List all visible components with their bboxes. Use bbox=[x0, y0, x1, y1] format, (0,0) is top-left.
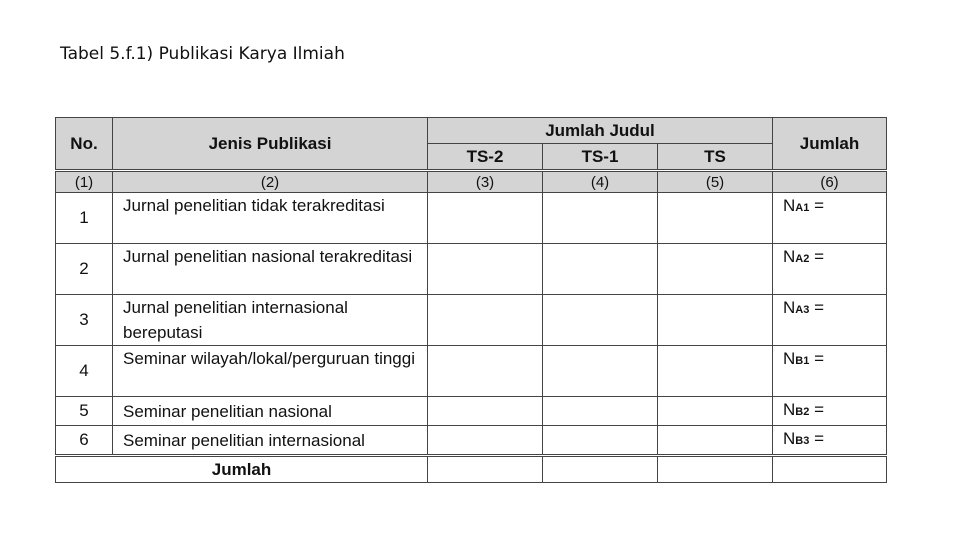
column-number: (6) bbox=[773, 171, 887, 193]
cell-ts-1 bbox=[543, 426, 658, 456]
header-jumlah: Jumlah bbox=[773, 118, 887, 171]
row-total bbox=[773, 397, 887, 426]
row-total bbox=[773, 244, 887, 295]
total-equals: = bbox=[809, 429, 824, 448]
header-ts: TS bbox=[658, 144, 773, 171]
row-total bbox=[773, 193, 887, 244]
sum-total bbox=[773, 456, 887, 483]
sum-ts bbox=[658, 456, 773, 483]
row-jenis-publikasi: Seminar penelitian nasional bbox=[113, 397, 428, 426]
header-jenis-publikasi: Jenis Publikasi bbox=[113, 118, 428, 171]
column-number: (4) bbox=[543, 171, 658, 193]
table-row bbox=[56, 426, 887, 456]
publication-table bbox=[55, 117, 887, 483]
total-subscript: B3 bbox=[795, 435, 810, 447]
row-jenis-publikasi: Seminar penelitian internasional bbox=[113, 426, 428, 456]
total-symbol: N bbox=[783, 429, 796, 448]
header-ts-2: TS-2 bbox=[428, 144, 543, 171]
cell-ts-2 bbox=[428, 244, 543, 295]
cell-ts-2 bbox=[428, 397, 543, 426]
sum-ts-1 bbox=[543, 456, 658, 483]
cell-ts-1 bbox=[543, 397, 658, 426]
table-row bbox=[56, 295, 887, 346]
total-subscript: A1 bbox=[795, 202, 810, 214]
table-row bbox=[56, 397, 887, 426]
header-jumlah-judul: Jumlah Judul bbox=[428, 118, 773, 144]
row-total bbox=[773, 426, 887, 456]
header-no: No. bbox=[56, 118, 113, 171]
sum-ts-2 bbox=[428, 456, 543, 483]
cell-ts-1 bbox=[543, 244, 658, 295]
cell-ts bbox=[658, 295, 773, 346]
total-equals: = bbox=[809, 196, 824, 215]
cell-ts-1 bbox=[543, 346, 658, 397]
row-number: 4 bbox=[56, 346, 113, 397]
cell-ts-2 bbox=[428, 193, 543, 244]
total-subscript: A2 bbox=[795, 253, 810, 265]
row-number: 2 bbox=[56, 244, 113, 295]
total-equals: = bbox=[809, 349, 824, 368]
row-total bbox=[773, 346, 887, 397]
row-number: 1 bbox=[56, 193, 113, 244]
cell-ts-1 bbox=[543, 193, 658, 244]
row-number: 6 bbox=[56, 426, 113, 456]
total-symbol: N bbox=[783, 298, 796, 317]
table-row bbox=[56, 244, 887, 295]
total-symbol: N bbox=[783, 400, 796, 419]
total-equals: = bbox=[809, 247, 824, 266]
row-number: 5 bbox=[56, 397, 113, 426]
column-number-row bbox=[56, 171, 887, 193]
cell-ts bbox=[658, 193, 773, 244]
cell-ts bbox=[658, 244, 773, 295]
cell-ts bbox=[658, 346, 773, 397]
row-total bbox=[773, 295, 887, 346]
total-equals: = bbox=[809, 400, 824, 419]
total-symbol: N bbox=[783, 247, 796, 266]
total-subscript: B1 bbox=[795, 355, 810, 367]
column-number: (3) bbox=[428, 171, 543, 193]
cell-ts-1 bbox=[543, 295, 658, 346]
table-caption: Tabel 5.f.1) Publikasi Karya Ilmiah bbox=[60, 44, 345, 64]
row-jenis-publikasi: Jurnal penelitian tidak terakreditasi bbox=[113, 193, 428, 244]
cell-ts bbox=[658, 397, 773, 426]
column-number: (5) bbox=[658, 171, 773, 193]
cell-ts bbox=[658, 426, 773, 456]
cell-ts-2 bbox=[428, 295, 543, 346]
row-number: 3 bbox=[56, 295, 113, 346]
sum-row bbox=[56, 456, 887, 483]
header-ts-1: TS-1 bbox=[543, 144, 658, 171]
row-jenis-publikasi: Jurnal penelitian nasional terakreditasi bbox=[113, 244, 428, 295]
sum-label: Jumlah bbox=[56, 456, 428, 483]
table-row bbox=[56, 193, 887, 244]
total-symbol: N bbox=[783, 349, 796, 368]
cell-ts-2 bbox=[428, 426, 543, 456]
column-number: (1) bbox=[56, 171, 113, 193]
row-jenis-publikasi: Jurnal penelitian internasional bereputasi bbox=[113, 295, 428, 346]
total-symbol: N bbox=[783, 196, 796, 215]
total-subscript: A3 bbox=[795, 304, 810, 316]
total-subscript: B2 bbox=[795, 406, 810, 418]
column-number: (2) bbox=[113, 171, 428, 193]
table-row bbox=[56, 346, 887, 397]
row-jenis-publikasi: Seminar wilayah/lokal/perguruan tinggi bbox=[113, 346, 428, 397]
total-equals: = bbox=[809, 298, 824, 317]
cell-ts-2 bbox=[428, 346, 543, 397]
